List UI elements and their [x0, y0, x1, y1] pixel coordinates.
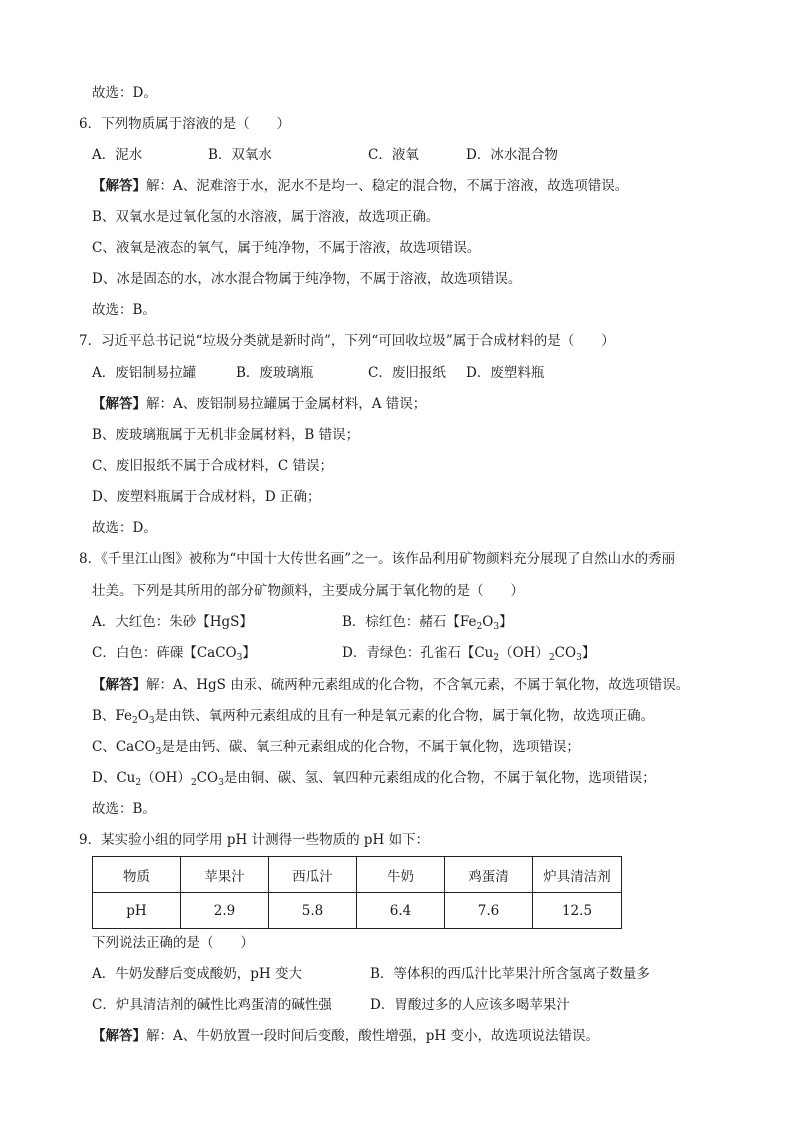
question-8-continued: 壮美。下列是其所用的部分矿物颜料，主要成分属于氧化物的是（ ） [92, 583, 524, 599]
subscript: 3 [218, 778, 224, 788]
subscript: 2 [476, 622, 483, 632]
solution-text: 解：A、HgS 由汞、硫两种元素组成的化合物，不含氧元素，不属于氧化物，故选项错误。 [146, 677, 690, 693]
subscript: 2 [493, 653, 500, 663]
formula-part: CO [554, 645, 577, 661]
subscript: 3 [576, 653, 582, 663]
option-d [342, 644, 595, 662]
answer-line: 故选：D。 [92, 85, 157, 101]
solution-line [92, 1027, 599, 1045]
option-d: D．胃酸过多的人应该多喝苹果汁 [370, 997, 570, 1013]
option-a: A．废铝制易拉罐 [92, 365, 197, 381]
table-header-cell: 物质 [93, 857, 181, 893]
formula-part: D、Cu [92, 770, 136, 786]
option-a: A．牛奶发酵后变成酸奶，pH 变大 [92, 966, 302, 982]
formula-part: CO [196, 770, 219, 786]
table-cell: 2.9 [181, 893, 269, 929]
formula-part: （OH） [141, 770, 191, 786]
option-c [92, 644, 256, 662]
solution-text: 是由铁、氧两种元素组成的且有一种是氧元素的化合物，属于氧化物，故选项正确。 [154, 708, 655, 724]
question-7: 7．习近平总书记说“垃圾分类就是新时尚”，下列“可回收垃圾”属于合成材料的是（ ） [79, 333, 615, 349]
option-c: C．废旧报纸 [368, 365, 446, 381]
question-9: 9．某实验小组的同学用 pH 计测得一些物质的 pH 如下： [79, 832, 430, 848]
option-b [342, 613, 513, 631]
option-b: B．等体积的西瓜汁比苹果汁所含氢离子数量多 [370, 966, 650, 982]
answer-tag: 【解答】 [92, 178, 146, 194]
question-prompt: 下列说法正确的是（ ） [92, 935, 254, 951]
subscript: 2 [135, 778, 142, 788]
option-c: C．液氧 [368, 147, 419, 163]
subscript: 2 [132, 716, 138, 726]
option-a: A．泥水 [92, 147, 143, 163]
answer-line: 故选：B。 [92, 302, 156, 318]
option-c: C．炉具清洁剂的碱性比鸡蛋清的碱性强 [92, 997, 332, 1013]
table-header-cell: 西瓜汁 [269, 857, 357, 893]
option-d: D．废塑料瓶 [466, 365, 545, 381]
question-6: 6．下列物质属于溶液的是（ ） [79, 116, 291, 132]
formula-part: （OH） [499, 645, 549, 661]
table-cell: 5.8 [269, 893, 357, 929]
formula-part: 】 [581, 645, 596, 661]
solution-line [92, 769, 656, 787]
solution-line: D、冰是固态的水，冰水混合物属于纯净物，不属于溶液，故选项错误。 [92, 271, 522, 287]
answer-line: 故选：D。 [92, 520, 157, 536]
table-header-cell: 牛奶 [357, 857, 445, 893]
formula-part: 】 [499, 614, 513, 630]
formula-part: 】 [242, 645, 256, 661]
table-header-cell: 鸡蛋清 [445, 857, 533, 893]
subscript: 3 [148, 716, 155, 726]
solution-line: D、废塑料瓶属于合成材料，D 正确； [92, 489, 321, 505]
table-header-cell: 苹果汁 [181, 857, 269, 893]
option-d: D．冰水混合物 [466, 147, 558, 163]
answer-line: 故选：B。 [92, 801, 156, 817]
table-cell: pH [93, 893, 181, 929]
solution-line: B、废玻璃瓶属于无机非金属材料，B 错误； [92, 427, 360, 443]
subscript: 2 [190, 778, 197, 788]
formula-part: C．白色：砗磲【CaCO [92, 645, 237, 661]
formula-part: D．青绿色：孔雀石【Cu [342, 645, 494, 661]
solution-text: 解：A、废铝制易拉罐属于金属材料，A 错误； [146, 396, 427, 412]
ph-table [92, 856, 622, 929]
solution-text: 解：A、泥难溶于水，泥水不是均一、稳定的混合物，不属于溶液，故选项错误。 [146, 178, 629, 194]
solution-line: B、双氧水是过氧化氢的水溶液，属于溶液，故选项正确。 [92, 209, 440, 225]
table-row [93, 893, 622, 929]
solution-line [92, 738, 580, 756]
solution-line: C、液氧是液态的氧气，属于纯净物，不属于溶液，故选项错误。 [92, 240, 481, 256]
solution-text: 是是由钙、碳、氧三种元素组成的化合物，不属于氧化物，选项错误； [161, 739, 580, 755]
solution-line [92, 395, 426, 413]
formula-part: B、Fe [92, 708, 133, 724]
subscript: 3 [155, 747, 162, 757]
solution-line [92, 177, 628, 195]
answer-tag: 【解答】 [92, 1028, 146, 1044]
solution-text: 是由铜、碳、氢、氧四种元素组成的化合物，不属于氧化物，选项错误； [223, 770, 656, 786]
subscript: 3 [493, 622, 500, 632]
formula-part: B．棕红色：赭石【Fe [342, 614, 477, 630]
formula-part: O [137, 708, 149, 724]
answer-tag: 【解答】 [92, 396, 146, 412]
subscript: 3 [236, 653, 243, 663]
option-a: A．大红色：朱砂【HgS】 [92, 614, 253, 630]
question-8: 8．《千里江山图》被称为“中国十大传世名画”之一。该作品利用矿物颜料充分展现了自然山水的秀丽 [79, 551, 676, 567]
option-b: B．双氧水 [208, 147, 272, 163]
option-b: B．废玻璃瓶 [236, 365, 314, 381]
table-cell: 12.5 [533, 893, 622, 929]
solution-line: C、废旧报纸不属于合成材料，C 错误； [92, 458, 333, 474]
table-row [93, 857, 622, 893]
solution-line [92, 707, 654, 725]
table-cell: 6.4 [357, 893, 445, 929]
formula-part: O [482, 614, 494, 630]
answer-tag: 【解答】 [92, 677, 146, 693]
solution-line [92, 676, 689, 694]
formula-part: C、CaCO [92, 739, 156, 755]
solution-text: 解：A、牛奶放置一段时间后变酸，酸性增强，pH 变小，故选项说法错误。 [146, 1028, 599, 1044]
subscript: 2 [548, 653, 555, 663]
table-cell: 7.6 [445, 893, 533, 929]
table-header-cell: 炉具清洁剂 [533, 857, 622, 893]
